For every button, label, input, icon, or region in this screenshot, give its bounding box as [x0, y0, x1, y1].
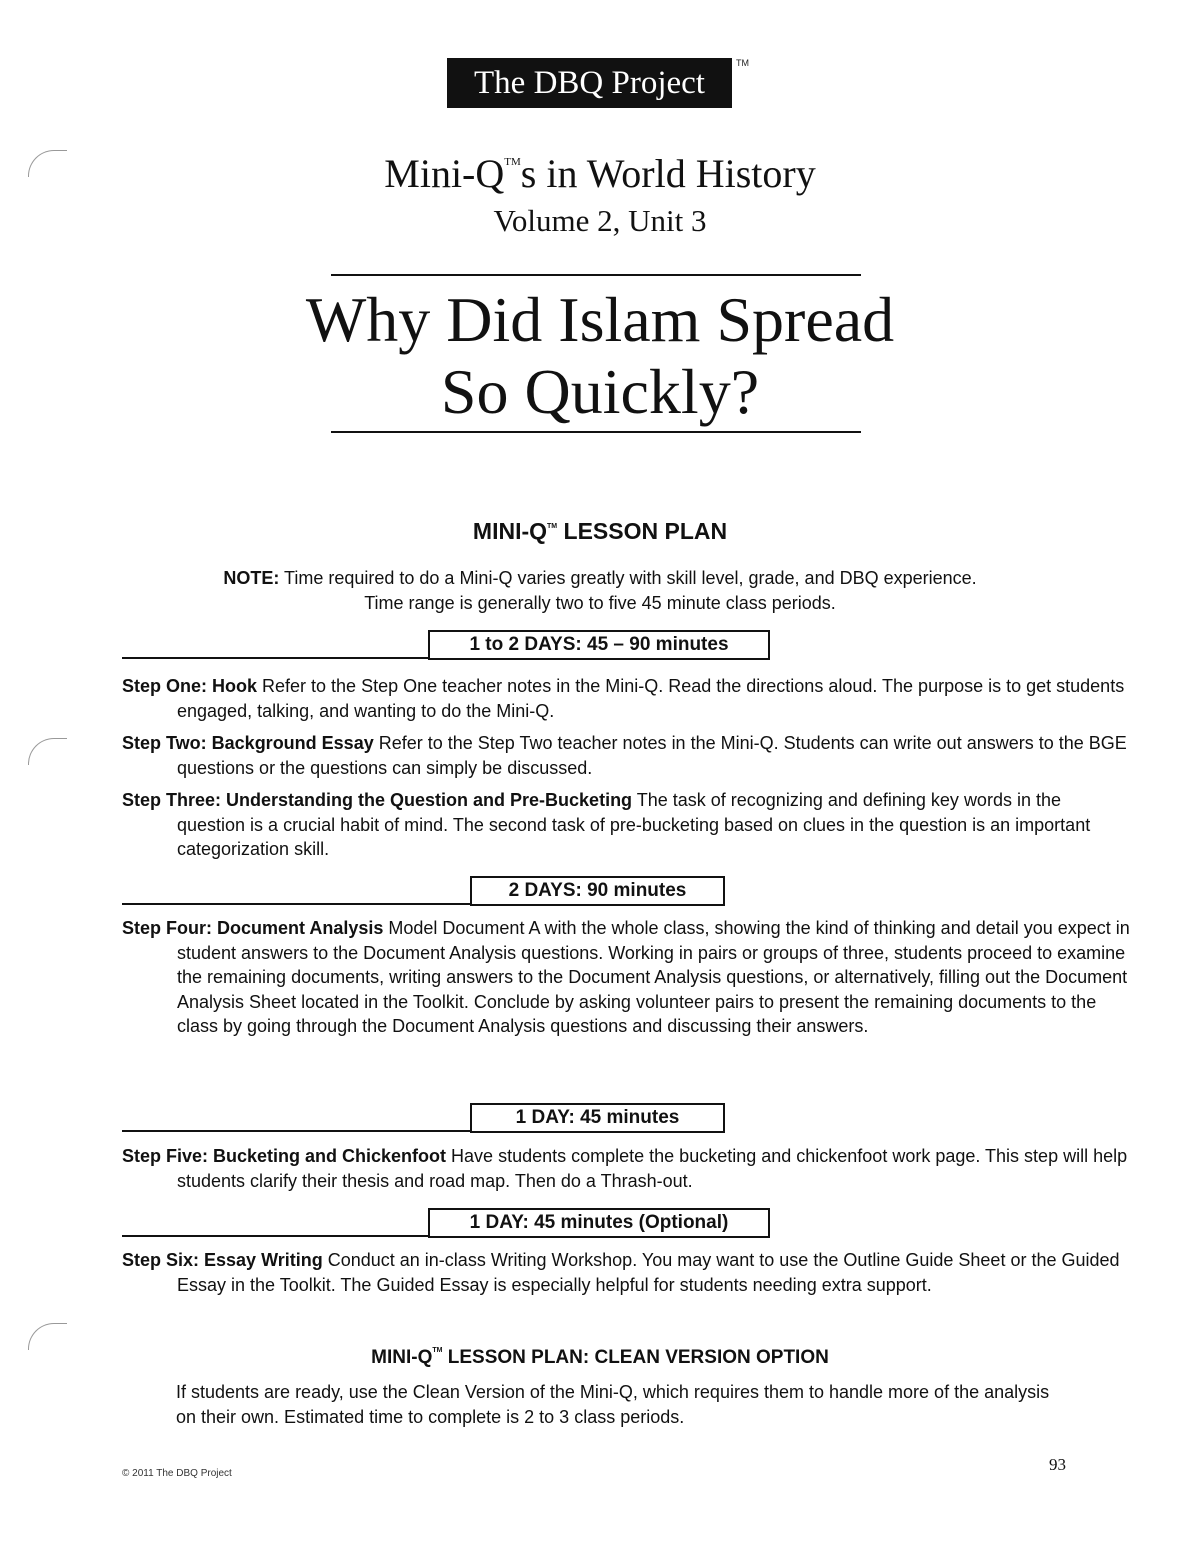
step-item — [122, 916, 1132, 1039]
step-text: The task of recognizing and defining key words in the question is a crucial habit of mind. The second task of pre-bucketing based on clues in the question is an important categorization skill. — [177, 790, 1091, 859]
brand-logo: The DBQ Project — [447, 58, 732, 108]
lesson-plan-heading-rest: LESSON PLAN — [557, 518, 728, 544]
note-text: Time required to do a Mini-Q varies greatly with skill level, grade, and DBQ experience. — [279, 568, 977, 588]
step-title: Step Two: Background Essay — [122, 733, 374, 753]
step-title: Step Five: Bucketing and Chickenfoot — [122, 1146, 447, 1166]
scan-mark — [28, 738, 67, 765]
clean-heading-prefix: MINI-Q — [371, 1347, 433, 1368]
day-block-label: 2 DAYS: 90 minutes — [470, 876, 725, 906]
step-text: Refer to the Step Two teacher notes in the Mini-Q. Students can write out answers to the BGE questions or the questions can simply be discussed. — [177, 733, 1127, 778]
step-item — [122, 1144, 1132, 1193]
step-title: Step Six: Essay Writing — [122, 1250, 323, 1270]
step-title: Step Three: Understanding the Question and Pre-Bucketing — [122, 790, 633, 810]
day-block-label: 1 DAY: 45 minutes (Optional) — [428, 1208, 770, 1238]
copyright-notice: © 2011 The DBQ Project — [122, 1468, 232, 1479]
scan-mark — [28, 1323, 67, 1350]
step-item — [122, 674, 1132, 723]
series-title-rest: s in World History — [520, 151, 816, 196]
page-title — [0, 284, 1200, 428]
time-note — [0, 566, 1200, 616]
step-item — [122, 1248, 1132, 1297]
step-text: Conduct an in-class Writing Workshop. You may want to use the Outline Guide Sheet or the Guided Essay in the Toolkit. The Guided Essay is especially helpful for students needing extra support. — [177, 1250, 1120, 1295]
page-number: 93 — [1049, 1455, 1066, 1474]
step-item — [122, 788, 1132, 862]
day-block-label: 1 to 2 DAYS: 45 – 90 minutes — [428, 630, 770, 660]
series-title — [0, 150, 1200, 197]
page-title-line2: So Quickly? — [440, 356, 760, 427]
headline-top-rule — [331, 274, 861, 276]
volume-label: Volume 2, Unit 3 — [493, 203, 707, 238]
lesson-plan-heading — [0, 518, 1200, 545]
series-trademark: TM — [504, 156, 521, 168]
clean-version-text: If students are ready, use the Clean Version of the Mini-Q, which requires them to handle more of the analysis on their own. Estimated time to complete is 2 to 3 class periods. — [176, 1382, 1050, 1427]
headline-bottom-rule — [331, 431, 861, 433]
day-block-label: 1 DAY: 45 minutes — [470, 1103, 725, 1133]
brand-trademark: TM — [736, 58, 749, 68]
clean-version-heading — [0, 1347, 1200, 1369]
step-text: Refer to the Step One teacher notes in the Mini-Q. Read the directions aloud. The purpose is to get students engaged, talking, and wanting to do the Mini-Q. — [177, 676, 1125, 721]
step-title: Step Four: Document Analysis — [122, 918, 384, 938]
clean-heading-trademark: TM — [432, 1347, 443, 1354]
note-line2: Time range is generally two to five 45 minute class periods. — [364, 593, 836, 613]
series-title-prefix: Mini-Q — [384, 151, 505, 196]
step-title: Step One: Hook — [122, 676, 258, 696]
lesson-plan-heading-prefix: MINI-Q — [472, 518, 548, 544]
step-text: Model Document A with the whole class, showing the kind of thinking and detail you expect in student answers to the Document Analysis questions. Working in pairs or groups of three, students proceed to examine the remaining documents, writing answers to the Document Analysis questions, or alternatively, filling out the Document Analysis Sheet located in the Toolkit. Conclude by asking volunteer pairs to present the remaining documents to the class by going through the Document Analysis questions and discussing their answers. — [177, 918, 1130, 1036]
step-text: Have students complete the bucketing and chickenfoot work page. This step will help students clarify their thesis and road map. Then do a Thrash-out. — [177, 1146, 1128, 1191]
lesson-plan-trademark: TM — [547, 523, 558, 530]
page-title-line1: Why Did Islam Spread — [305, 284, 895, 355]
note-label: NOTE: — [223, 568, 280, 588]
step-item — [122, 731, 1132, 780]
clean-heading-rest: LESSON PLAN: CLEAN VERSION OPTION — [442, 1347, 829, 1368]
